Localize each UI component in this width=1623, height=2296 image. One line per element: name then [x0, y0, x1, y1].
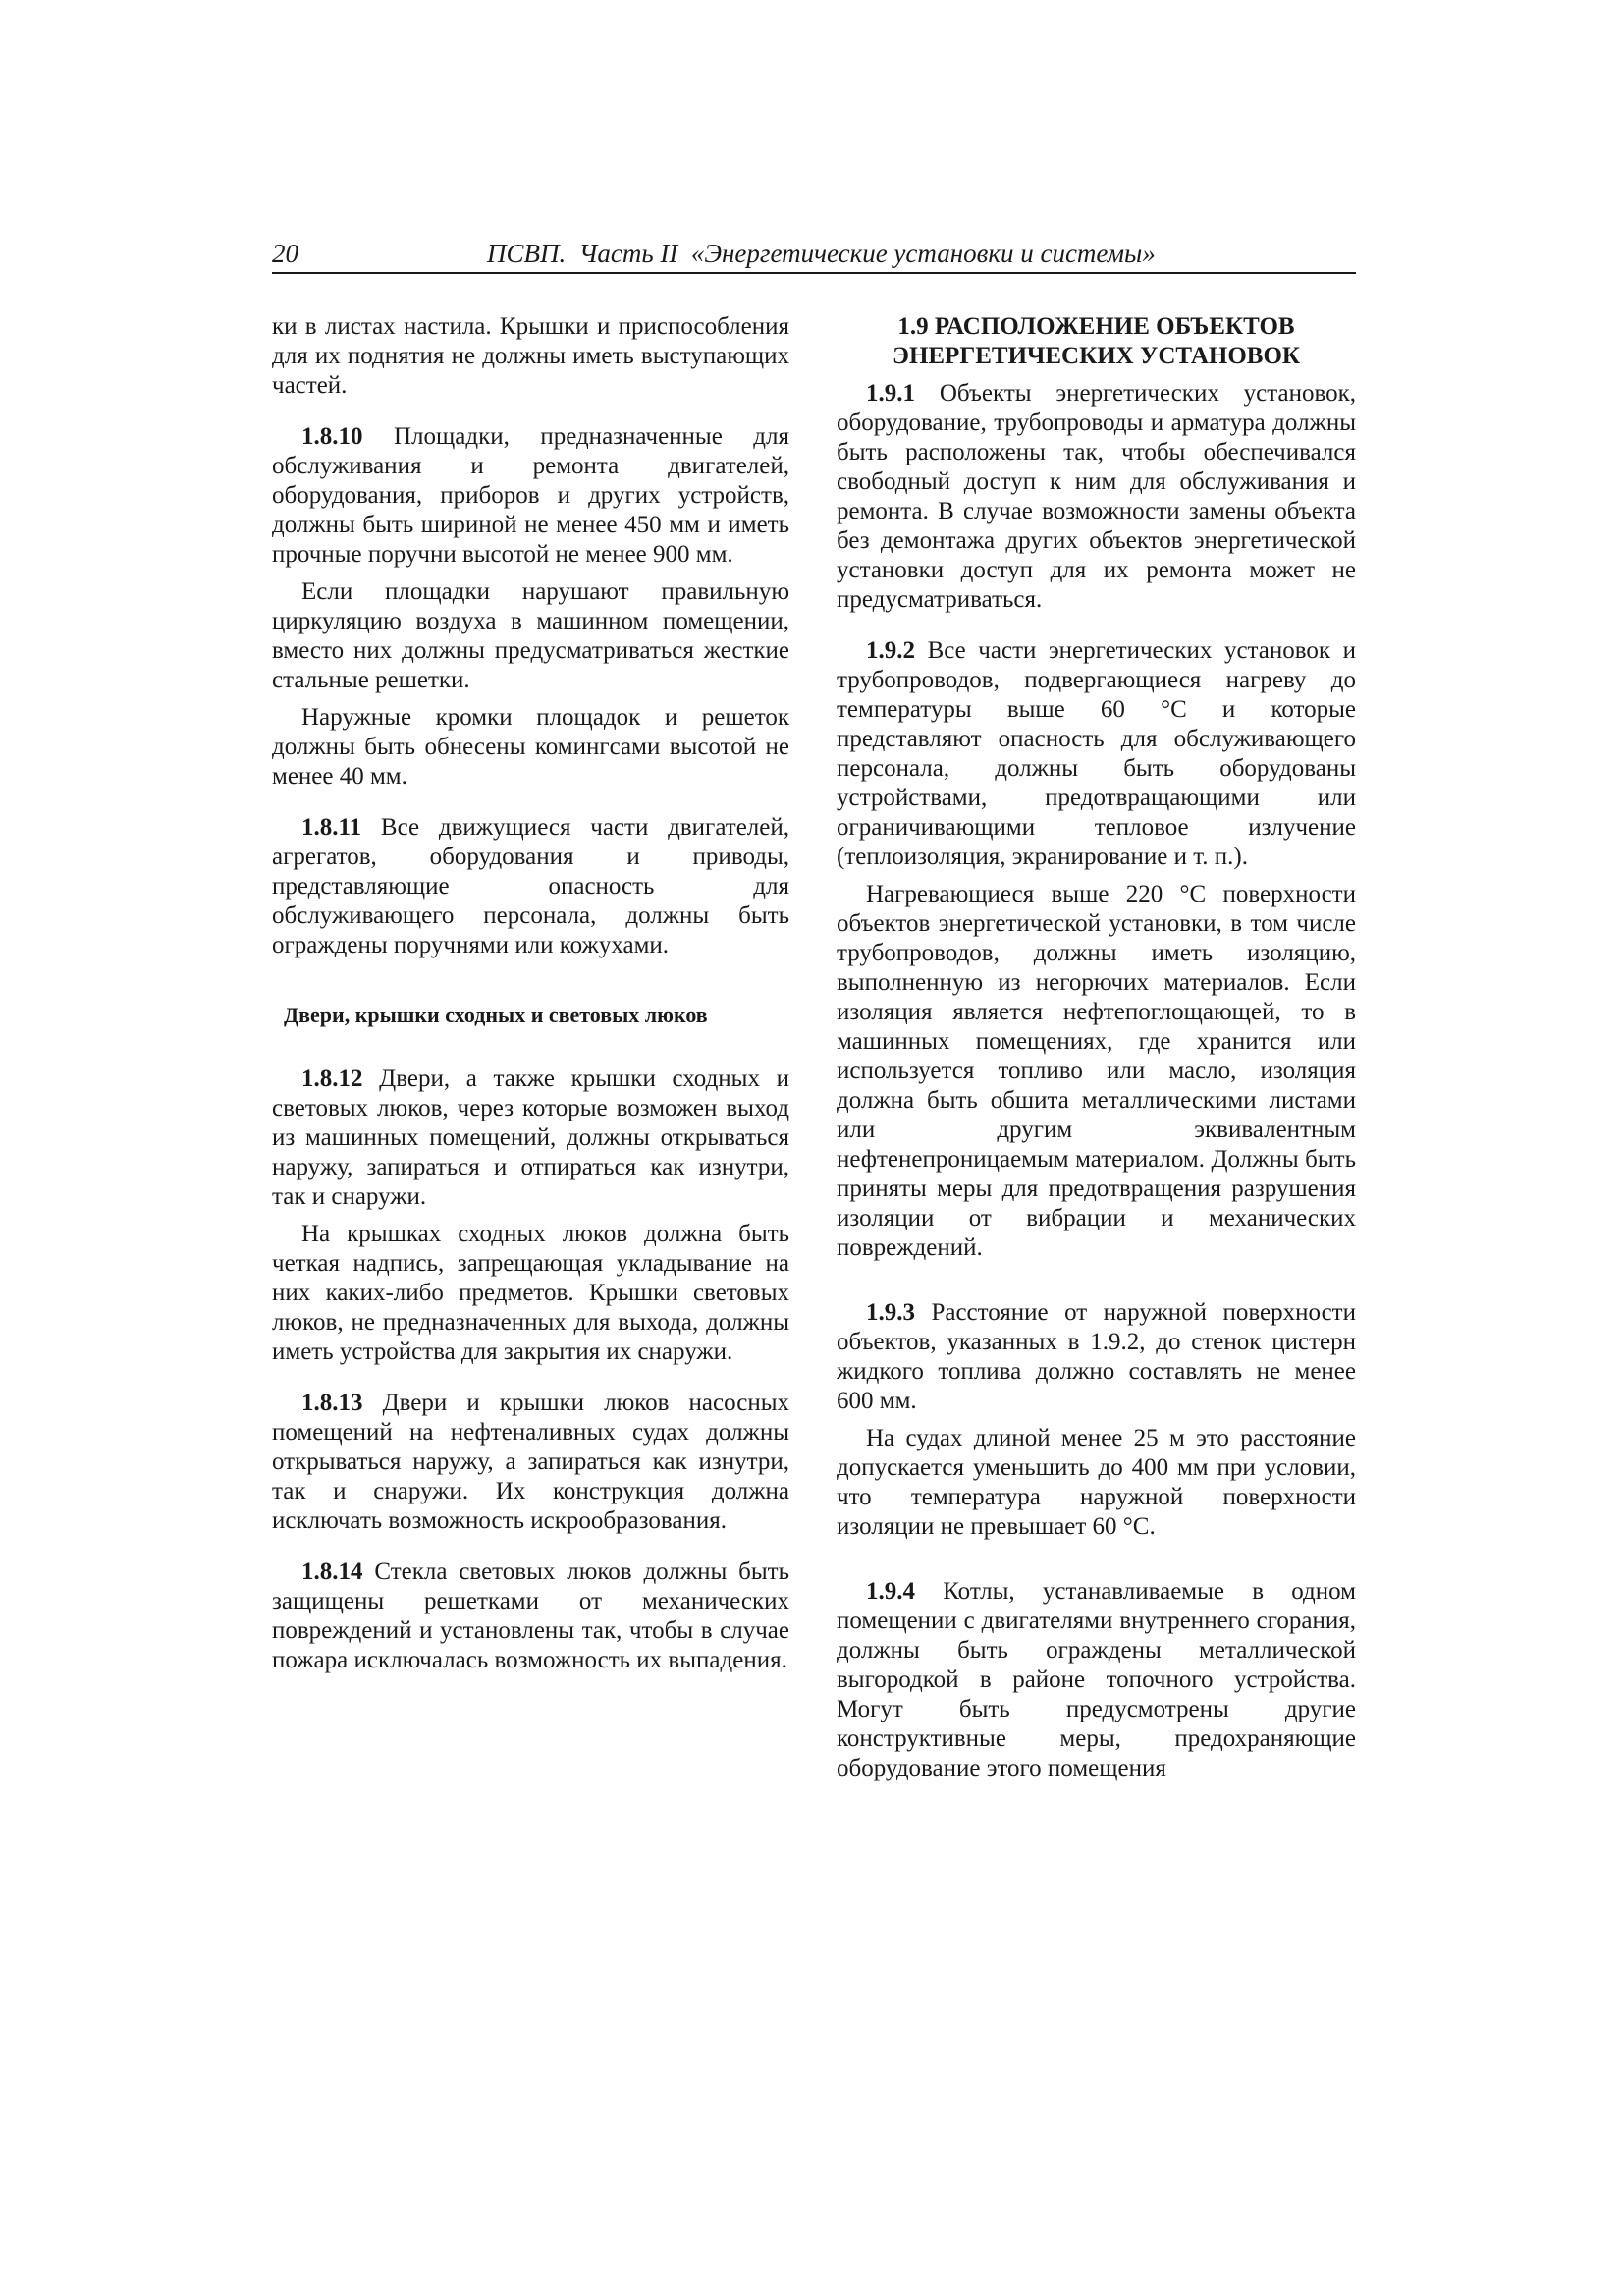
paragraph-1-8-10-c: Наружные кромки площадок и решеток должны быть обнесены комингсами высотой не менее 40 мм. [272, 704, 789, 790]
running-title: ПСВП. Часть II «Энергетические установки и системы» [487, 239, 1156, 268]
clause-number: 1.9.2 [866, 637, 915, 664]
paragraph-1-8-12-b: На крышках сходных люков должна быть четкая надпись, запрещающая укладывание на них каких-либо предметов. Крышки световых люков, не предназначенных для выхода, должны иметь устройства для закрытия их снаружи. [272, 1221, 789, 1365]
clause-number: 1.9.4 [866, 1578, 915, 1605]
paragraph-1-8-13 [272, 1389, 789, 1536]
paragraph-1-8-11 [272, 813, 789, 960]
paragraph-1-8-10-b: Если площадки нарушают правильную циркуляцию воздуха в машинном помещении, вместо них должны предусматриваться жесткие стальные решетки. [272, 578, 789, 693]
paragraph-1-9-2 [837, 636, 1356, 872]
paragraph-1-8-14 [272, 1558, 789, 1675]
clause-text: Все движущиеся части двигателей, агрегатов, оборудования и приводы, представляющие опасность для обслуживающего персонала, должны быть ограждены поручнями или кожухами. [272, 814, 789, 958]
clause-text: Объекты энергетических установок, оборудование, трубопроводы и арматура должны быть расположены так, чтобы обеспечивался свободный доступ к ним для обслуживания и ремонта. В случае возможности замены объекта без демонтажа других объектов энергетической установки доступ для их ремонта может не предусматриваться. [837, 380, 1356, 613]
paragraph-1-9-4 [837, 1577, 1356, 1783]
clause-number: 1.8.10 [301, 423, 363, 450]
paragraph-1-9-1 [837, 379, 1356, 615]
clause-text: Расстояние от наружной поверхности объектов, указанных в 1.9.2, до стенок цистерн жидкого топлива должно составлять не менее 600 мм. [837, 1299, 1356, 1414]
clause-number: 1.8.12 [301, 1066, 363, 1092]
paragraph-continuation: ки в листах настила. Крышки и приспособления для их поднятия не должны иметь выступающих частей. [272, 313, 789, 399]
paragraph-1-9-2-b: Нагревающиеся выше 220 °С поверхности объектов энергетической установки, в том числе трубопроводов, должны иметь изоляцию, выполненную из негорючих материалов. Если изоляция является нефтепоглощающей, то в машинных помещениях, где хранится или используется топливо или масло, изоляция должна быть обшита металлическими листами или другим эквивалентным нефтенепроницаемым материалом. Должны быть приняты меры для предотвращения разрушения изоляции от вибрации и механических повреждений. [837, 881, 1356, 1261]
clause-number: 1.8.11 [301, 814, 362, 841]
paragraph-1-9-3 [837, 1298, 1356, 1416]
paragraph-1-9-3-b: На судах длиной менее 25 м это расстояние допускается уменьшить до 400 мм при условии, что температура наружной поверхности изоляции не превышает 60 °С. [837, 1425, 1356, 1540]
paragraph-1-8-10 [272, 422, 789, 570]
page-number: 20 [272, 239, 298, 268]
clause-text: Площадки, предназначенные для обслуживания и ремонта двигателей, оборудования, приборов и других устройств, должны быть шириной не менее 450 мм и иметь прочные поручни высотой не менее 900 мм. [272, 423, 789, 568]
clause-text: Котлы, устанавливаемые в одном помещении с двигателями внутреннего сгорания, должны быть ограждены металлической выгородкой в районе топочного устройства. Могут быть предусмотрены другие конструктивные меры, предохраняющие оборудование этого помещения [837, 1578, 1356, 1781]
left-column [272, 312, 789, 1675]
section-heading-line-2: ЭНЕРГЕТИЧЕСКИХ УСТАНОВОК [892, 343, 1301, 369]
section-heading [837, 312, 1356, 371]
clause-number: 1.9.1 [866, 380, 915, 407]
clause-text: Двери, а также крышки сходных и световых люков, через которые возможен выход из машинных помещений, должны открываться наружу, запираться и отпираться как изнутри, так и снаружи. [272, 1066, 789, 1210]
clause-number: 1.8.13 [301, 1390, 363, 1416]
clause-number: 1.8.14 [301, 1558, 363, 1585]
section-heading-line-1: 1.9 РАСПОЛОЖЕНИЕ ОБЪЕКТОВ [897, 313, 1295, 340]
paragraph-1-8-12 [272, 1065, 789, 1212]
right-column [837, 312, 1356, 1783]
page-header [272, 239, 1356, 274]
clause-text: Все части энергетических установок и трубопроводов, подвергающиеся нагреву до температуры выше 60 °С и которые представляют опасность для обслуживающего персонала, должны быть оборудованы устройствами, предотвращающими или ограничивающими тепловое излучение (теплоизоляция, экранирование и т. п.). [837, 637, 1356, 870]
clause-number: 1.9.3 [866, 1299, 915, 1326]
clause-text: Двери и крышки люков насосных помещений на нефтеналивных судах должны открываться наружу, а запираться как изнутри, так и снаружи. Их конструкция должна исключать возможность искрообразования. [272, 1390, 789, 1534]
subheading-doors-hatches: Двери, крышки сходных и световых люков [284, 1003, 708, 1027]
clause-text: Стекла световых люков должны быть защищены решетками от механических повреждений и установлены так, чтобы в случае пожара исключалась возможность их выпадения. [272, 1558, 789, 1673]
